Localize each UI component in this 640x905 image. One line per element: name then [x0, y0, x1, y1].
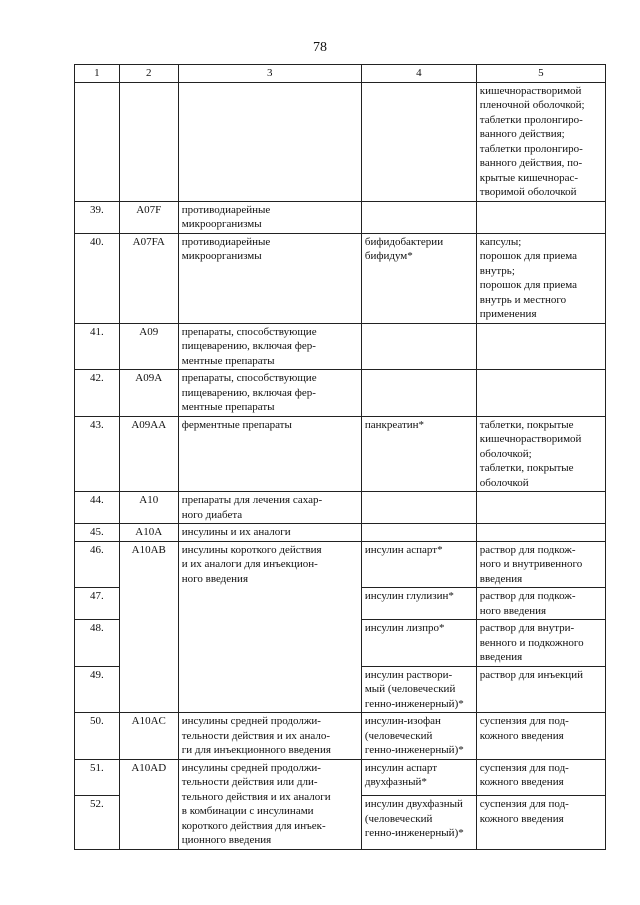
drug-cell [361, 492, 476, 524]
group-cell: инсулины средней продолжи- тельности действия или дли- тельного действия и их аналоги в комбинации с инсулинами короткого действия для инъек- ционного введения [178, 759, 361, 849]
code-cell: A07FA [119, 233, 178, 323]
form-cell: раствор для подкож- ного и внутривенного введения [476, 541, 605, 588]
form-cell [476, 323, 605, 370]
table-row [75, 759, 606, 796]
header-cell: 4 [361, 65, 476, 83]
group-cell: препараты, способствующие пищеварению, включая фер- ментные препараты [178, 370, 361, 417]
code-cell: A10AD [119, 759, 178, 849]
drug-cell [361, 323, 476, 370]
number-cell: 46. [75, 541, 120, 588]
table-row [75, 524, 606, 542]
form-cell: капсулы; порошок для приема внутрь; порошок для приема внутрь и местного применения [476, 233, 605, 323]
table-row [75, 82, 606, 201]
table-row [75, 370, 606, 417]
drug-cell: панкреатин* [361, 416, 476, 492]
number-cell [75, 82, 120, 201]
number-cell: 48. [75, 620, 120, 667]
form-cell: таблетки, покрытые кишечнорастворимой оболочкой; таблетки, покрытые оболочкой [476, 416, 605, 492]
number-cell: 50. [75, 713, 120, 760]
table-row [75, 233, 606, 323]
drug-cell [361, 370, 476, 417]
drug-cell: бифидобактерии бифидум* [361, 233, 476, 323]
code-cell: A07F [119, 201, 178, 233]
number-cell: 43. [75, 416, 120, 492]
code-cell: A10A [119, 524, 178, 542]
number-cell: 45. [75, 524, 120, 542]
code-cell: A10AC [119, 713, 178, 760]
table-row [75, 416, 606, 492]
drug-cell [361, 524, 476, 542]
table-row [75, 492, 606, 524]
group-cell: ферментные препараты [178, 416, 361, 492]
group-cell [178, 82, 361, 201]
drug-table [74, 64, 606, 850]
form-cell [476, 492, 605, 524]
header-cell: 5 [476, 65, 605, 83]
header-cell: 2 [119, 65, 178, 83]
table-row [75, 201, 606, 233]
group-cell: препараты для лечения сахар- ного диабета [178, 492, 361, 524]
drug-cell: инсулин лизпро* [361, 620, 476, 667]
form-cell [476, 201, 605, 233]
drug-cell: инсулин-изофан (человеческий генно-инженерный)* [361, 713, 476, 760]
page-number: 78 [313, 40, 327, 55]
code-cell: A10 [119, 492, 178, 524]
form-cell: раствор для внутри- венного и подкожного введения [476, 620, 605, 667]
number-cell: 52. [75, 796, 120, 849]
drug-cell: инсулин двухфазный (человеческий генно-инженерный)* [361, 796, 476, 849]
drug-cell: инсулин аспарт* [361, 541, 476, 588]
form-cell: раствор для инъекций [476, 666, 605, 713]
number-cell: 44. [75, 492, 120, 524]
number-cell: 39. [75, 201, 120, 233]
drug-cell: инсулин глулизин* [361, 588, 476, 620]
table-header-row [75, 65, 606, 83]
form-cell [476, 370, 605, 417]
table-row [75, 713, 606, 760]
code-cell: A10AB [119, 541, 178, 713]
group-cell: препараты, способствующие пищеварению, включая фер- ментные препараты [178, 323, 361, 370]
code-cell: A09 [119, 323, 178, 370]
drug-cell: инсулин раствори- мый (человеческий генно-инженерный)* [361, 666, 476, 713]
table-row [75, 323, 606, 370]
drug-cell [361, 201, 476, 233]
form-cell: суспензия для под- кожного введения [476, 713, 605, 760]
group-cell: инсулины и их аналоги [178, 524, 361, 542]
number-cell: 51. [75, 759, 120, 796]
group-cell: противодиарейные микроорганизмы [178, 201, 361, 233]
code-cell [119, 82, 178, 201]
group-cell: инсулины средней продолжи- тельности действия и их анало- ги для инъекционного введения [178, 713, 361, 760]
form-cell: суспензия для под- кожного введения [476, 796, 605, 849]
header-cell: 1 [75, 65, 120, 83]
group-cell: противодиарейные микроорганизмы [178, 233, 361, 323]
form-cell: суспензия для под- кожного введения [476, 759, 605, 796]
drug-cell [361, 82, 476, 201]
code-cell: A09AA [119, 416, 178, 492]
number-cell: 42. [75, 370, 120, 417]
number-cell: 41. [75, 323, 120, 370]
form-cell [476, 524, 605, 542]
group-cell: инсулины короткого действия и их аналоги для инъекцион- ного введения [178, 541, 361, 713]
code-cell: A09A [119, 370, 178, 417]
number-cell: 40. [75, 233, 120, 323]
form-cell: кишечнорастворимой пленочной оболочкой; таблетки пролонгиро- ванного действия; таблетки пролонгиро- ванного действия, по- крытые кишечнорас- творимой оболочкой [476, 82, 605, 201]
number-cell: 49. [75, 666, 120, 713]
header-cell: 3 [178, 65, 361, 83]
form-cell: раствор для подкож- ного введения [476, 588, 605, 620]
table-row [75, 541, 606, 588]
drug-cell: инсулин аспарт двухфазный* [361, 759, 476, 796]
number-cell: 47. [75, 588, 120, 620]
